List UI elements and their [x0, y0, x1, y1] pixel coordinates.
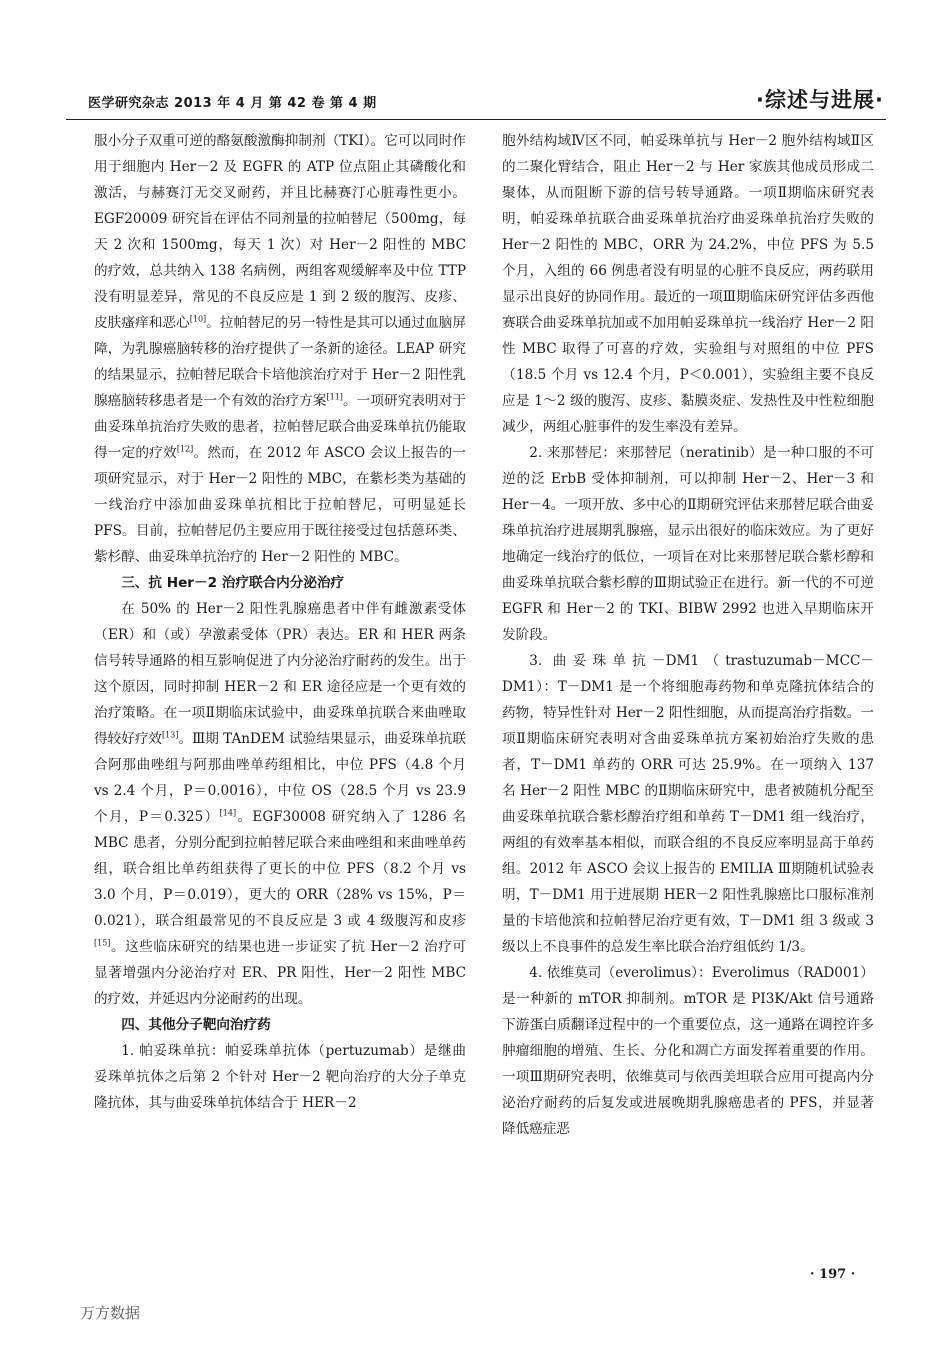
paragraph: 4. 依维莫司（everolimus）：Everolimus（RAD001）是一种新的 mTOR 抑制剂。mTOR 是 PI3K/Akt 信号通路下游蛋白质翻译过程中的一个重要位点，这一通路在调控许多肿瘤细胞的增殖、生长、分化和凋亡方面发挥着重要的作用。一项Ⅲ期研究表明，依维莫司与依西美坦联合应用可提高内分泌治疗耐药的后复发或进展晚期乳腺癌患者的 PFS，并显著降低癌症恶 [502, 965, 874, 1137]
right-column [502, 128, 874, 1142]
paragraph: 在 50% 的 Her－2 阳性乳腺癌患者中伴有雌激素受体（ER）和（或）孕激素受体（PR）表达。ER 和 HER 两条信号转导通路的相互影响促进了内分泌治疗耐药的发生。出于这个原因，同时抑制 HER－2 和 ER 途径应是一个更有效的治疗策略。在一项Ⅱ期临床试验中，曲妥珠单抗联合来曲唑取得较好疗效[13]。Ⅲ期 TAnDEM 试验结果显示，曲妥珠单抗联合阿那曲唑组与阿那曲唑单药组相比，中位 PFS（4.8 个月 vs 2.4 个月，P＝0.0016），中位 OS（28.5 个月 vs 23.9 个月，P＝0.325）[14]。EGF30008 研究纳入了 1286 名 MBC 患者，分别分配到拉帕替尼联合来曲唑组和来曲唑单药组，联合组比单药组获得了更长的中位 PFS（8.2 个月 vs 3.0 个月，P＝0.019），更大的 ORR（28% vs 15%，P＝0.021），联合组最常见的不良反应是 3 或 4 级腹泻和皮疹[15]。这些临床研究的结果也进一步证实了抗 Her－2 治疗可显著增强内分泌治疗对 ER、PR 阳性，Her－2 阳性 MBC 的疗效，并延迟内分泌耐药的出现。 [94, 601, 467, 1007]
watermark: 万方数据 [80, 1304, 141, 1322]
paragraph: 胞外结构域Ⅳ区不同，帕妥珠单抗与 Her－2 胞外结构域Ⅱ区的二聚化臂结合，阻止 Her－2 与 Her 家族其他成员形成二聚体，从而阻断下游的信号转导通路。一项Ⅱ期临床研究表明，帕妥珠单抗联合曲妥珠单抗治疗曲妥珠单抗治疗失败的 Her－2 阳性的 MBC，ORR 为 24.2%，中位 PFS 为 5.5 个月，入组的 66 例患者没有明显的心脏不良反应，两药联用显示出良好的协同作用。最近的一项Ⅲ期临床研究评估多西他赛联合曲妥珠单抗加或不加用帕妥珠单抗一线治疗 Her－2 阳性 MBC 取得了可喜的疗效，实验组与对照组的中位 PFS（18.5 个月 vs 12.4 个月，P＜0.001），实验组主要不良反应是 1～2 级的腹泻、皮疹、黏膜炎症、发热性及中性粒细胞减少，两组心脏事件的发生率没有差异。 [502, 133, 874, 435]
paragraph: 2. 来那替尼：来那替尼（neratinib）是一种口服的不可逆的泛 ErbB 受体抑制剂，可以抑制 Her－2、Her－3 和 Her－4。一项开放、多中心的Ⅱ期研究评估来那替尼联合曲妥珠单抗治疗进展期乳腺癌，显示出很好的临床效应。为了更好地确定一线治疗的低位，一项旨在对比来那替尼联合紫杉醇和曲妥珠单抗联合紫杉醇的Ⅲ期试验正在进行。新一代的不可逆 EGFR 和 Her－2 的 TKI、BIBW 2992 也进入早期临床开发阶段。 [502, 445, 874, 643]
header-rule [66, 119, 886, 120]
section-heading: 三、抗 Her－2 治疗联合内分泌治疗 [121, 575, 345, 591]
left-column [94, 128, 466, 1116]
section-heading: 四、其他分子靶向治疗药 [121, 1017, 271, 1033]
paragraph: 3. 曲妥珠单抗－DM1（trastuzumab－MCC－DM1）：T－DM1 是一个将细胞毒药物和单克隆抗体结合的药物，特异性针对 Her－2 阳性细胞，从而提高治疗指数。一项Ⅱ期临床研究表明对含曲妥珠单抗方案初始治疗失败的患者，T－DM1 单药的 ORR 可达 25.9%。在一项纳入 137 名 Her－2 阳性 MBC 的Ⅱ期临床研究中，患者被随机分配至曲妥珠单抗联合紫杉醇治疗组和单药 T－DM1 组一线治疗，两组的有效率基本相似，而联合组的不良反应率明显高于单药组。2012 年 ASCO 会议上报告的 EMILIA Ⅲ期随机试验表明，T－DM1 用于进展期 HER－2 阳性乳腺癌比口服标准剂量的卡培他滨和拉帕替尼治疗更有效，T－DM1 组 3 级或 3 级以上不良事件的总发生率比联合治疗组低约 1/3。 [502, 653, 874, 955]
page-number: · 197 · [810, 1267, 856, 1282]
paragraph: 1. 帕妥珠单抗：帕妥珠单抗体（pertuzumab）是继曲妥珠单抗体之后第 2 个针对 Her－2 靶向治疗的大分子单克隆抗体，其与曲妥珠单抗体结合于 HER－2 [94, 1043, 466, 1111]
page-header [66, 86, 886, 116]
paragraph: 服小分子双重可逆的酪氨酸激酶抑制剂（TKI）。它可以同时作用于细胞内 Her－2 及 EGFR 的 ATP 位点阻止其磷酸化和激活，与赫赛汀无交叉耐药，并且比赫赛汀心脏毒性更小。EGF20009 研究旨在评估不同剂量的拉帕替尼（500mg，每天 2 次和 1500mg，每天 1 次）对 Her－2 阳性的 MBC 的疗效，总共纳入 138 名病例，两组客观缓解率及中位 TTP 没有明显差异，常见的不良反应是 1 到 2 级的腹泻、皮疹、皮肤瘙痒和恶心[10]。拉帕替尼的另一特性是其可以通过血脑屏障，为乳腺癌脑转移的治疗提供了一条新的途径。LEAP 研究的结果显示，拉帕替尼联合卡培他滨治疗对于 Her－2 阳性乳腺癌脑转移患者是一个有效的治疗方案[11]。一项研究表明对于曲妥珠单抗治疗失败的患者，拉帕替尼联合曲妥珠单抗仍能取得一定的疗效[12]。然而，在 2012 年 ASCO 会议上报告的一项研究显示，对于 Her－2 阳性的 MBC，在紫杉类为基础的一线治疗中添加曲妥珠单抗相比于拉帕替尼，可明显延长 PFS。目前，拉帕替尼仍主要应用于既往接受过包括蒽环类、紫杉醇、曲妥珠单抗治疗的 Her－2 阳性的 MBC。 [94, 133, 467, 565]
journal-info: 医学研究杂志 2013 年 4 月 第 42 卷 第 4 期 [88, 96, 377, 111]
section-tag: ·综述与进展· [756, 88, 884, 112]
